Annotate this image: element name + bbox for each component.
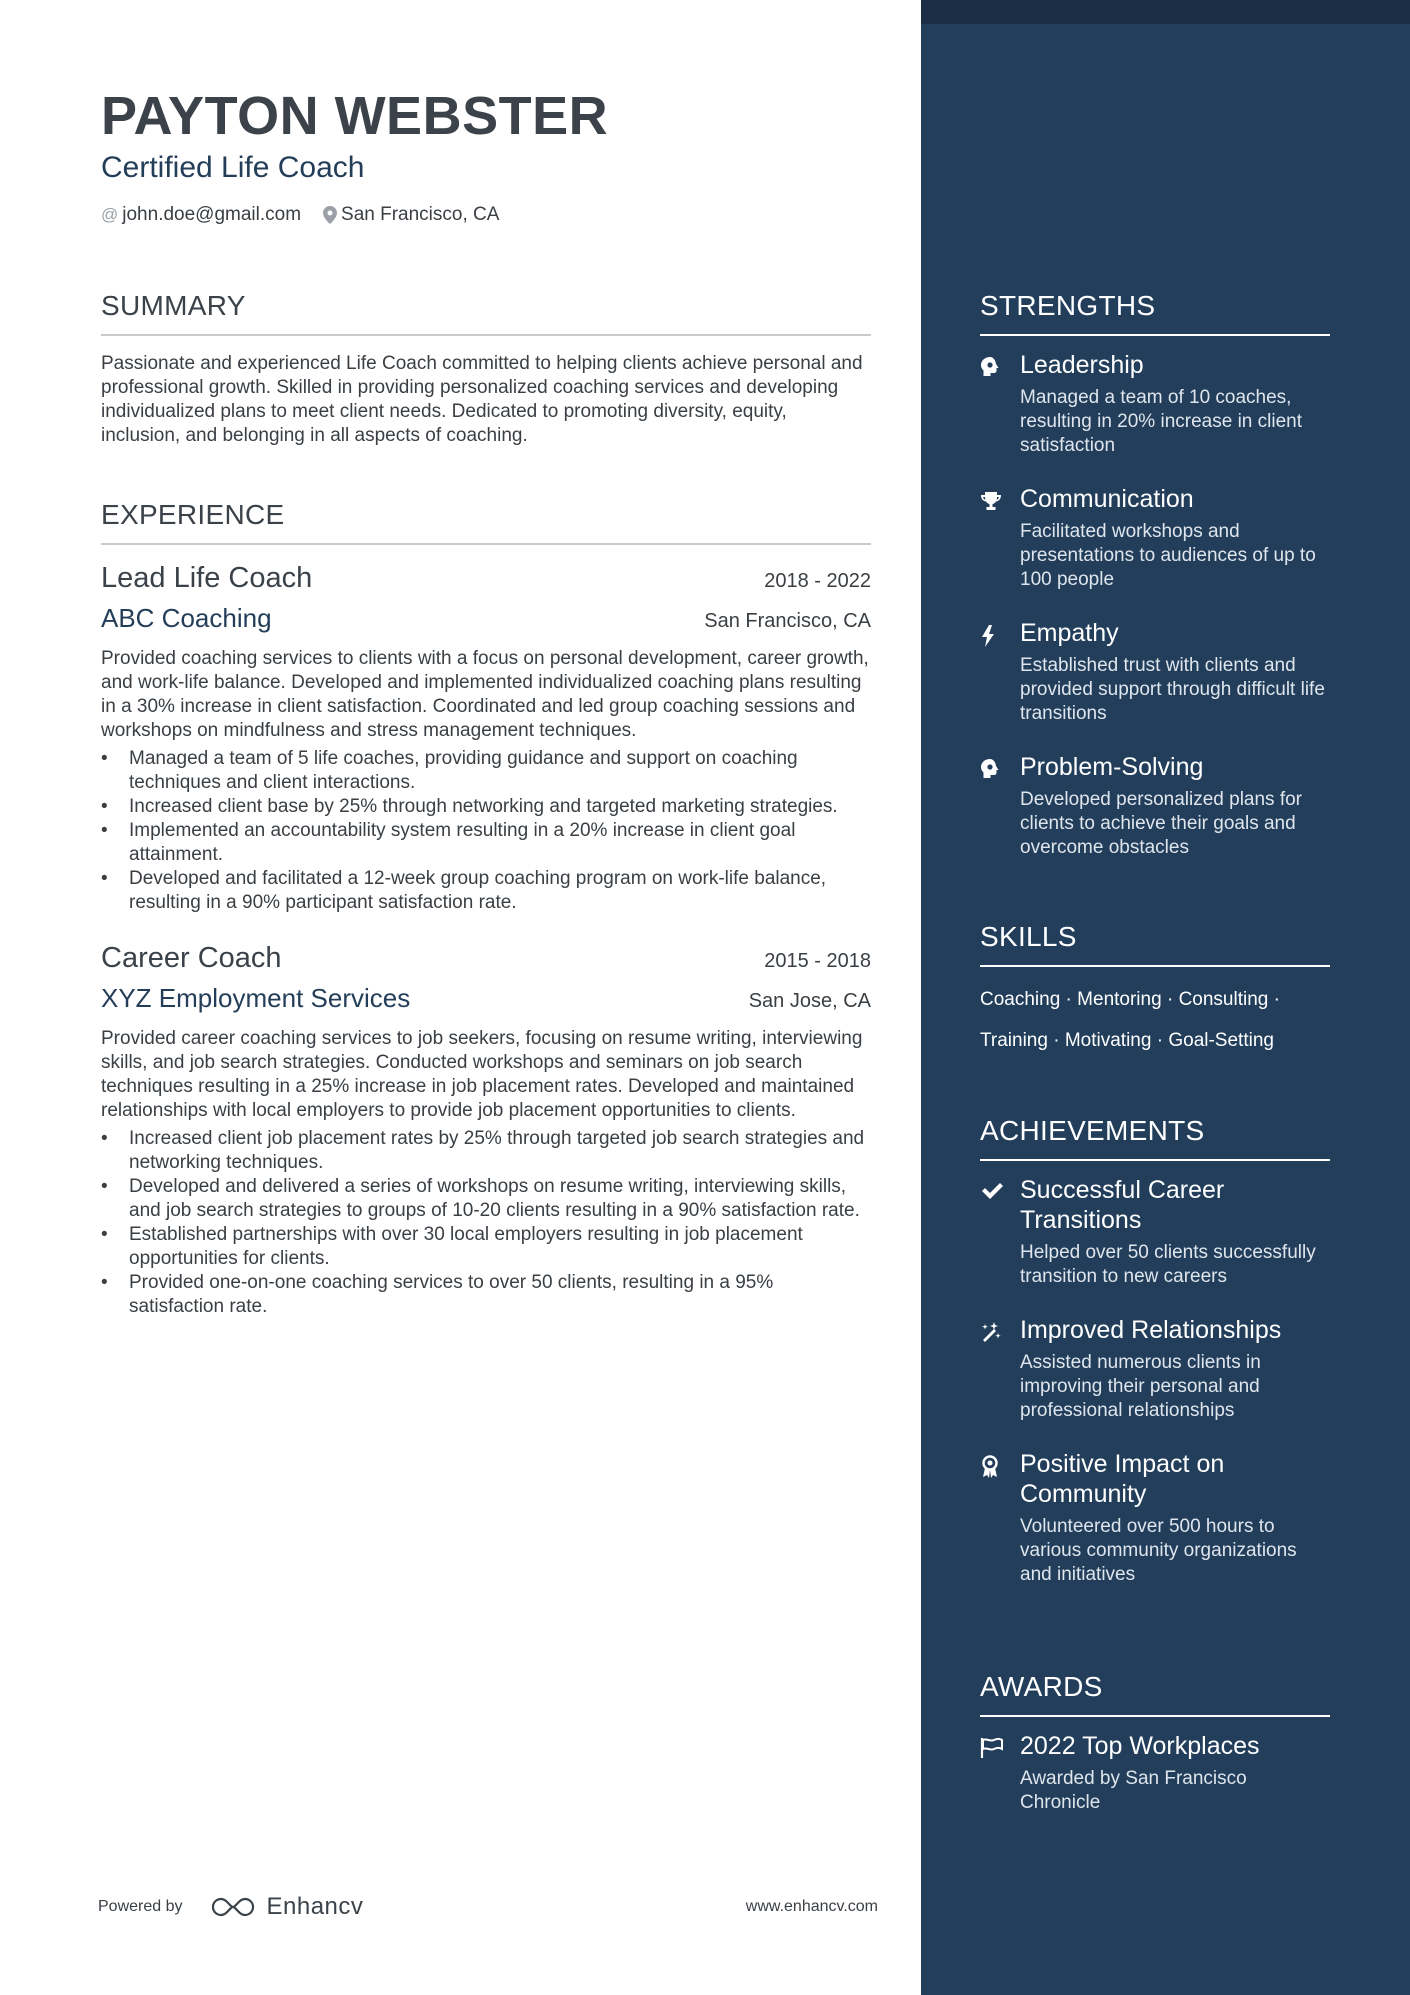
brand-name: Enhancv	[266, 1893, 364, 1920]
skill-item: Mentoring ·	[1077, 989, 1179, 1010]
candidate-title: Certified Life Coach	[101, 151, 365, 184]
job-location: San Jose, CA	[748, 990, 871, 1012]
section-heading: SUMMARY	[101, 290, 246, 321]
section-divider	[101, 334, 871, 336]
trophy-icon	[980, 484, 1020, 592]
section-divider	[101, 543, 871, 545]
achievement-title: Improved Relationships	[1020, 1316, 1282, 1344]
bullet-item: • Developed and facilitated a 12-week group coaching program on work-life balance, resulting in a 90% participant satisfaction rate.	[101, 867, 871, 915]
brand-logo[interactable]	[209, 1893, 364, 1921]
medal-icon	[980, 1449, 1020, 1587]
summary-section	[101, 288, 871, 448]
sidebar	[921, 0, 1410, 1995]
section-heading: SKILLS	[980, 921, 1077, 952]
resume-header	[101, 84, 871, 226]
footer-url[interactable]: www.enhancv.com	[745, 1898, 878, 1915]
contact-location	[323, 204, 499, 226]
brain-icon	[980, 350, 1020, 458]
bullet-item: • Increased client job placement rates by 25% through targeted job search strategies and networking techniques.	[101, 1127, 871, 1175]
skill-item: Coaching ·	[980, 989, 1078, 1010]
section-divider	[980, 334, 1330, 336]
section-divider	[980, 1159, 1330, 1161]
strength-title: Empathy	[1020, 619, 1119, 647]
lightning-icon	[980, 618, 1020, 726]
strength-desc: Managed a team of 10 coaches, resulting in 20% increase in client satisfaction	[1020, 387, 1302, 456]
section-heading: EXPERIENCE	[101, 499, 285, 530]
section-heading: STRENGTHS	[980, 290, 1156, 321]
job-description: Provided coaching services to clients with a focus on personal development, career growth, and work-life balance. Developed and implemented individualized coaching plans resulting in a 30% increase in client satisfaction. Coordinated and led group coaching sessions and workshops on mindfulness and stress management techniques.	[101, 648, 869, 741]
summary-text: Passionate and experienced Life Coach committed to helping clients achieve personal and professional growth. Skilled in providing personalized coaching services and developing individualized plans to meet client needs. Dedicated to promoting diversity, equity, inclusion, and belonging in all aspects of coaching.	[101, 353, 863, 446]
job-entry	[101, 939, 871, 1319]
experience-section	[101, 497, 871, 1319]
skill-item: Training ·	[980, 1030, 1065, 1051]
achievement-item	[980, 1449, 1330, 1587]
location-text: San Francisco, CA	[341, 204, 500, 225]
achievement-desc: Helped over 50 clients successfully transition to new careers	[1020, 1242, 1316, 1287]
section-divider	[980, 965, 1330, 967]
at-sign-icon: @	[101, 205, 119, 224]
sidebar-top-bar	[921, 0, 1410, 24]
bullet-item: • Implemented an accountability system resulting in a 20% increase in client goal attainment.	[101, 819, 871, 867]
job-entry	[101, 559, 871, 915]
strength-title: Communication	[1020, 485, 1194, 513]
award-desc: Awarded by San Francisco Chronicle	[1020, 1768, 1247, 1813]
bullet-item: • Established partnerships with over 30 local employers resulting in job placement opportunities for clients.	[101, 1223, 871, 1271]
strength-title: Leadership	[1020, 351, 1144, 379]
achievements-section	[980, 1113, 1330, 1587]
strength-title: Problem-Solving	[1020, 753, 1204, 781]
achievement-desc: Assisted numerous clients in improving their personal and professional relationships	[1020, 1352, 1261, 1421]
strength-desc: Facilitated workshops and presentations to audiences of up to 100 people	[1020, 521, 1316, 590]
powered-by	[98, 1893, 363, 1921]
achievement-item	[980, 1175, 1330, 1289]
location-pin-icon	[323, 206, 337, 224]
achievement-item	[980, 1315, 1330, 1423]
achievement-desc: Volunteered over 500 hours to various community organizations and initiatives	[1020, 1516, 1297, 1585]
strength-item	[980, 350, 1330, 458]
award-item	[980, 1731, 1330, 1815]
job-dates: 2018 - 2022	[764, 570, 871, 592]
powered-by-label: Powered by	[98, 1898, 183, 1915]
section-divider	[980, 1715, 1330, 1717]
check-icon	[980, 1175, 1020, 1289]
strength-desc: Established trust with clients and provided support through difficult life transitions	[1020, 655, 1325, 724]
bullet-item: • Managed a team of 5 life coaches, providing guidance and support on coaching techniques and client interactions.	[101, 747, 871, 795]
job-bullets	[101, 747, 871, 915]
contact-email[interactable]	[101, 204, 301, 226]
job-bullets	[101, 1127, 871, 1319]
strength-item	[980, 618, 1330, 726]
job-description: Provided career coaching services to job seekers, focusing on resume writing, interviewing skills, and job search strategies. Conducted workshops and seminars on job search techniques resulting in a 25% increase in job placement rates. Developed and maintained relationships with local employers to provide job placement opportunities to clients.	[101, 1028, 863, 1121]
bullet-item: • Increased client base by 25% through networking and targeted marketing strategies.	[101, 795, 871, 819]
awards-section	[980, 1669, 1330, 1815]
achievement-title: Positive Impact on Community	[1020, 1450, 1225, 1508]
award-title: 2022 Top Workplaces	[1020, 1732, 1260, 1760]
section-heading: AWARDS	[980, 1671, 1103, 1702]
bullet-item: • Provided one-on-one coaching services to over 50 clients, resulting in a 95% satisfaction rate.	[101, 1271, 871, 1319]
job-dates: 2015 - 2018	[764, 950, 871, 972]
magic-wand-icon	[980, 1315, 1020, 1423]
candidate-name: PAYTON WEBSTER	[101, 86, 609, 146]
strength-desc: Developed personalized plans for clients to achieve their goals and overcome obstacles	[1020, 789, 1303, 858]
brain-icon	[980, 752, 1020, 860]
strengths-section	[980, 288, 1330, 860]
enhancv-logo-icon	[209, 1895, 257, 1919]
email-text: john.doe@gmail.com	[122, 204, 302, 225]
job-company: ABC Coaching	[101, 603, 272, 633]
achievement-title: Successful Career Transitions	[1020, 1176, 1225, 1234]
job-location: San Francisco, CA	[704, 610, 871, 632]
skills-section	[980, 919, 1330, 1061]
skill-item: Motivating ·	[1064, 1030, 1169, 1051]
job-company: XYZ Employment Services	[101, 983, 411, 1013]
page-footer	[98, 1893, 878, 1921]
job-role: Career Coach	[101, 942, 282, 974]
contact-info	[101, 204, 871, 226]
strength-item	[980, 752, 1330, 860]
skill-item: Goal-Setting	[1168, 1030, 1274, 1051]
section-heading: ACHIEVEMENTS	[980, 1115, 1205, 1146]
strength-item	[980, 484, 1330, 592]
bullet-item: • Developed and delivered a series of workshops on resume writing, interviewing skills, and job search strategies to groups of 10-20 clients resulting in a 90% satisfaction rate.	[101, 1175, 871, 1223]
skill-item: Consulting ·	[1178, 989, 1280, 1010]
flag-icon	[980, 1731, 1020, 1815]
skills-list	[980, 979, 1330, 1061]
job-role: Lead Life Coach	[101, 562, 313, 594]
